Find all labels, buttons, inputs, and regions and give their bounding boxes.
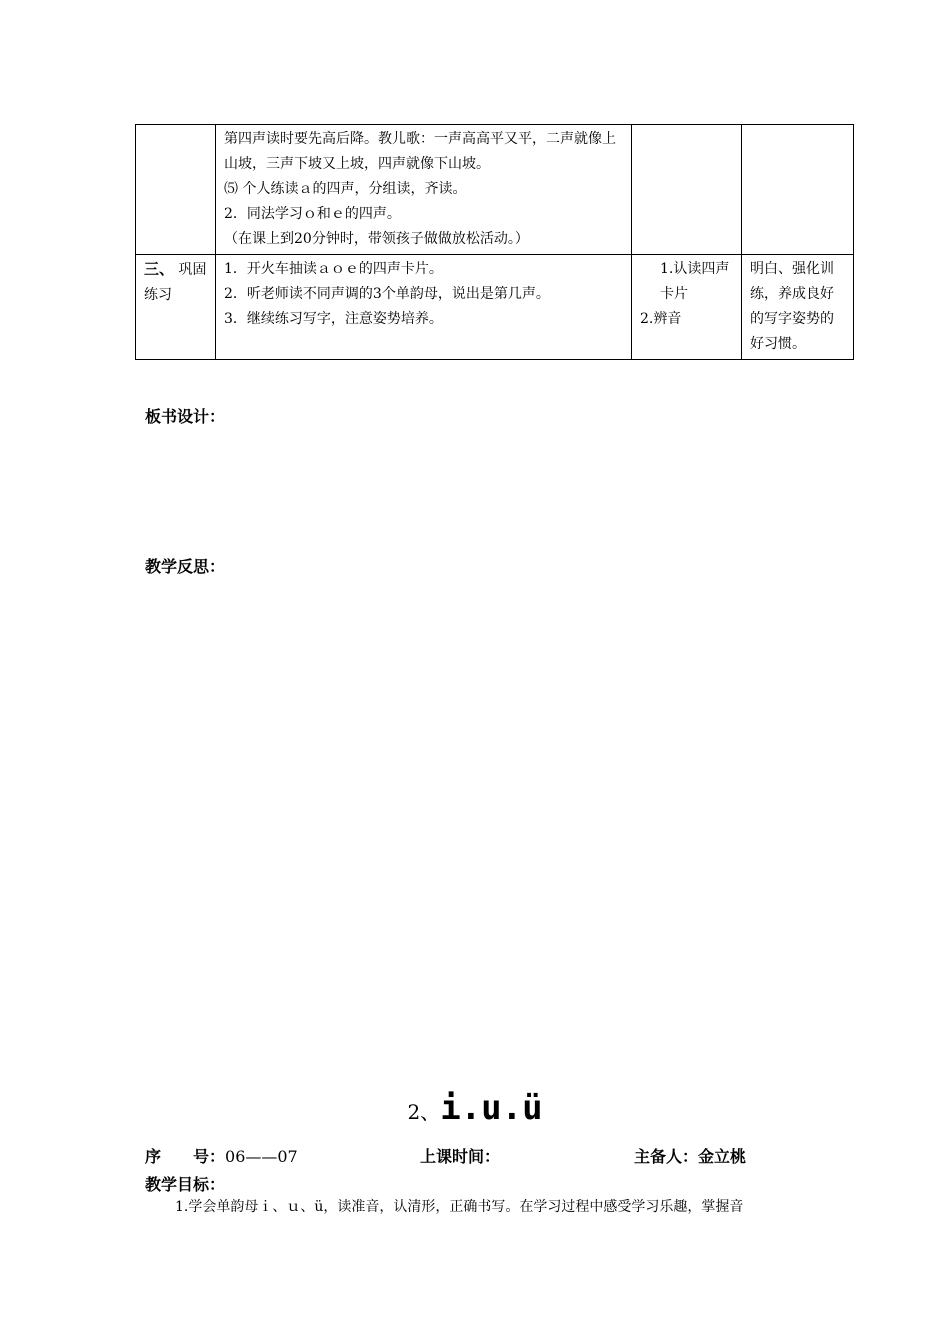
student-activity-cell bbox=[632, 125, 742, 255]
preparer-field bbox=[634, 1144, 746, 1167]
activity-line: 3．继续练习写字，注意姿势培养。 bbox=[224, 311, 443, 327]
board-design-heading: 板书设计： bbox=[145, 407, 226, 426]
serial-value: 06——07 bbox=[225, 1147, 298, 1166]
reflection-heading: 教学反思： bbox=[145, 557, 226, 576]
phase-cell bbox=[136, 255, 216, 360]
goals-heading: 教学目标： bbox=[145, 1175, 226, 1194]
phase-cell bbox=[136, 125, 216, 255]
lesson-title bbox=[0, 1088, 950, 1128]
class-time-field bbox=[420, 1144, 500, 1167]
table-row bbox=[136, 125, 854, 255]
lesson-number: 2、 bbox=[407, 1100, 441, 1124]
serial-field bbox=[145, 1144, 298, 1167]
activity-cell bbox=[216, 255, 632, 360]
student-activity-cell bbox=[632, 255, 742, 360]
student-activity-line: 2.辨音 bbox=[640, 311, 682, 327]
lesson-letters: i.u.ü bbox=[440, 1088, 543, 1128]
activity-line: 1．开火车抽读ａｏｅ的四声卡片。 bbox=[224, 261, 443, 277]
activity-cell bbox=[216, 125, 632, 255]
activity-line: ⑸ 个人练读ａ的四声，分组读，齐读。 bbox=[224, 181, 467, 197]
activity-line: 2．同法学习ｏ和ｅ的四声。 bbox=[224, 206, 401, 222]
intent-cell: 明白、强化训练，养成良好的写字姿势的好习惯。 bbox=[742, 255, 854, 360]
activity-line: 第四声读时要先高后降。教儿歌：一声高高平又平，二声就像上山坡，三声下坡又上坡，四声就像下山坡。 bbox=[224, 131, 616, 172]
lesson-plan-table bbox=[135, 124, 854, 360]
table-row bbox=[136, 255, 854, 360]
serial-label: 序 号： bbox=[145, 1147, 226, 1166]
student-activity-line: 1.认读四声卡片 bbox=[660, 261, 730, 302]
preparer-value: 金立桃 bbox=[698, 1147, 747, 1166]
phase-name: 巩固练习 bbox=[144, 262, 207, 303]
activity-line: 2．听老师读不同声调的3个单韵母，说出是第几声。 bbox=[224, 286, 550, 302]
goal-item: 1.学会单韵母ｉ、ｕ、ü，读准音，认清形，正确书写。在学习过程中感受学习乐趣，掌握音 bbox=[175, 1199, 744, 1215]
preparer-label: 主备人： bbox=[634, 1147, 699, 1166]
activity-line: （在课上到20分钟时，带领孩子做做放松活动。） bbox=[224, 231, 529, 247]
phase-number: 三、 bbox=[144, 260, 175, 278]
intent-cell bbox=[742, 125, 854, 255]
class-time-label: 上课时间： bbox=[420, 1147, 501, 1166]
